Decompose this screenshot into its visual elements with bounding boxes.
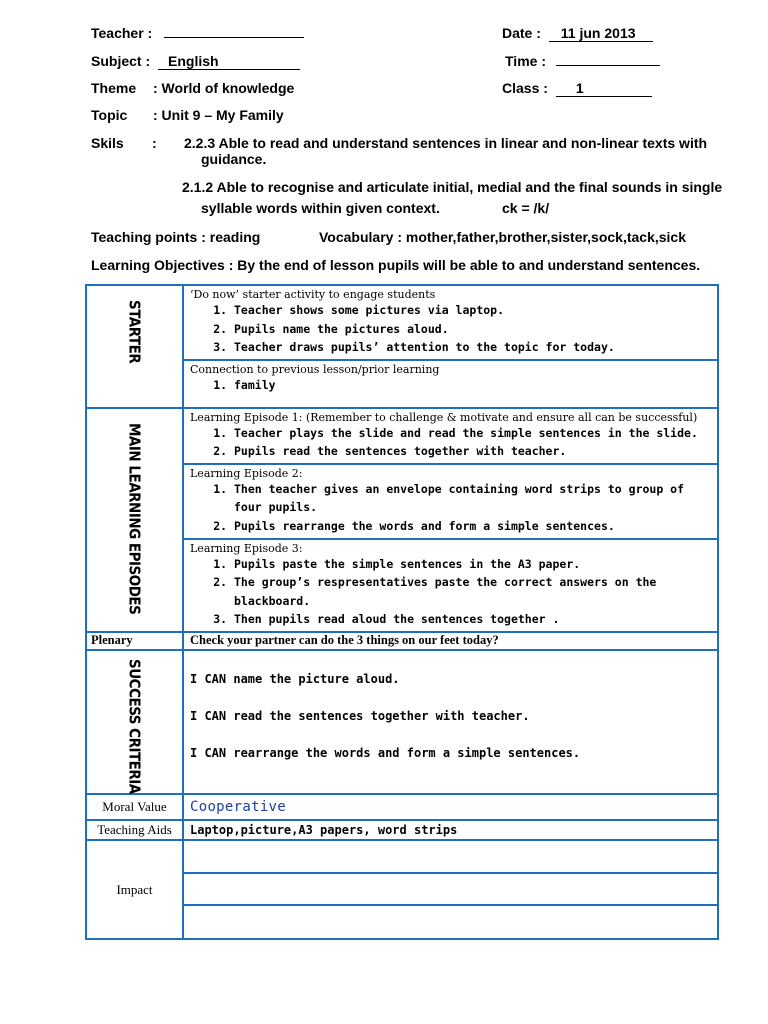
time-field[interactable] [556,65,660,66]
skill-2-line-c: ck = /k/ [502,200,550,216]
table-row [86,632,718,650]
starter-label: STARTER [125,300,144,364]
teacher-field[interactable] [164,37,304,38]
list-item: I CAN name the picture aloud. [190,671,400,686]
skills-colon: : [152,135,157,151]
list-item: 2. Pupils name the pictures aloud. [234,320,707,339]
class-label: Class : [502,80,548,96]
teacher-row [91,25,304,41]
plenary-label: Plenary [86,632,183,650]
time-row [505,53,660,69]
plenary-text: Check your partner can do the 3 things on our feet today? [183,632,718,650]
table-row [86,840,718,873]
moral-value-label: Moral Value [86,794,183,820]
episode-3-title: Learning Episode 3: [190,541,303,555]
table-row [86,285,718,360]
skill-2-line-b: syllable words within given context. [201,200,440,216]
list-item: I CAN read the sentences together with teacher. [190,708,530,723]
starter-cell [86,285,183,408]
list-item: 3. Teacher draws pupils’ attention to the topic for today. [234,338,707,357]
topic-label: Topic [91,107,128,123]
table-row [86,820,718,840]
lesson-plan-table [85,284,719,940]
subject-label: Subject : [91,53,151,69]
table-row [86,650,718,795]
list-item: 1. Teacher plays the slide and read the simple sentences in the slide. [234,424,707,443]
teacher-label: Teacher : [91,25,153,41]
episode-2-list [184,480,717,538]
skill-1-line-b: guidance. [201,151,267,167]
teaching-points: Teaching points : reading [91,229,261,245]
theme-label: Theme [91,80,137,96]
list-item: I CAN rearrange the words and form a simple sentences. [190,745,581,760]
theme-row [91,80,294,96]
moral-value: Cooperative [183,794,718,820]
list-item: 1. Teacher shows some pictures via laptop. [234,301,707,320]
connection-title: Connection to previous lesson/prior learning [190,362,440,376]
connection-cell [183,360,718,408]
class-field[interactable]: 1 [556,81,652,97]
episode-2-title: Learning Episode 2: [190,466,303,480]
vocabulary: Vocabulary : mother,father,brother,sister,sock,tack,sick [319,229,687,245]
theme-value: : World of knowledge [153,80,295,96]
list-item: 2. Pupils read the sentences together with teacher. [234,442,707,461]
table-row [86,794,718,820]
impact-field-3[interactable] [183,905,718,939]
subject-row [91,53,300,70]
episode-1-title: Learning Episode 1: (Remember to challenge & motivate and ensure all can be successful) [190,410,698,424]
do-now-title: ‘Do now’ starter activity to engage students [190,288,436,301]
list-item: 2. The group’s respresentatives paste the correct answers on the blackboard. [234,573,707,610]
impact-field-1[interactable] [183,840,718,873]
impact-field-2[interactable] [183,873,718,905]
connection-list [184,376,717,397]
list-item: 2. Pupils rearrange the words and form a simple sentences. [234,517,707,536]
episode-1-cell [183,408,718,464]
success-criteria-cell [86,650,183,795]
episode-3-cell [183,539,718,632]
topic-row [91,107,284,123]
date-label: Date : [502,25,541,41]
success-criteria-list [183,650,718,795]
episode-3-list [184,555,717,631]
skills-label: Skils [91,135,124,151]
do-now-list [184,301,717,359]
list-item: 1. family [234,376,707,395]
skill-1-line-a: 2.2.3 Able to read and understand sentences in linear and non-linear texts with [184,135,708,151]
episode-1-list [184,424,717,463]
teaching-aids-label: Teaching Aids [86,820,183,840]
list-item: 3. Then pupils read aloud the sentences together . [234,610,707,629]
class-row [502,80,652,97]
list-item: 1. Then teacher gives an envelope containing word strips to group of four pupils. [234,480,707,517]
table-row [86,408,718,464]
episode-2-cell [183,464,718,539]
teaching-aids-value: Laptop,picture,A3 papers, word strips [183,820,718,840]
main-episodes-cell [86,408,183,632]
topic-value: : Unit 9 – My Family [153,107,284,123]
learning-objectives: Learning Objectives : By the end of lesson pupils will be able to and understand sentences. [91,257,701,273]
skill-2-line-a: 2.1.2 Able to recognise and articulate initial, medial and the final sounds in single [182,179,723,195]
time-label: Time : [505,53,546,69]
date-row [502,25,653,42]
do-now-cell [183,285,718,360]
main-episodes-label: MAIN LEARNING EPISODES [125,422,144,614]
list-item: 1. Pupils paste the simple sentences in the A3 paper. [234,555,707,574]
success-criteria-label: SUCCESS CRITERIA [125,658,144,794]
subject-field[interactable]: English [158,54,300,70]
impact-label: Impact [86,840,183,939]
date-field[interactable]: 11 jun 2013 [549,26,653,42]
